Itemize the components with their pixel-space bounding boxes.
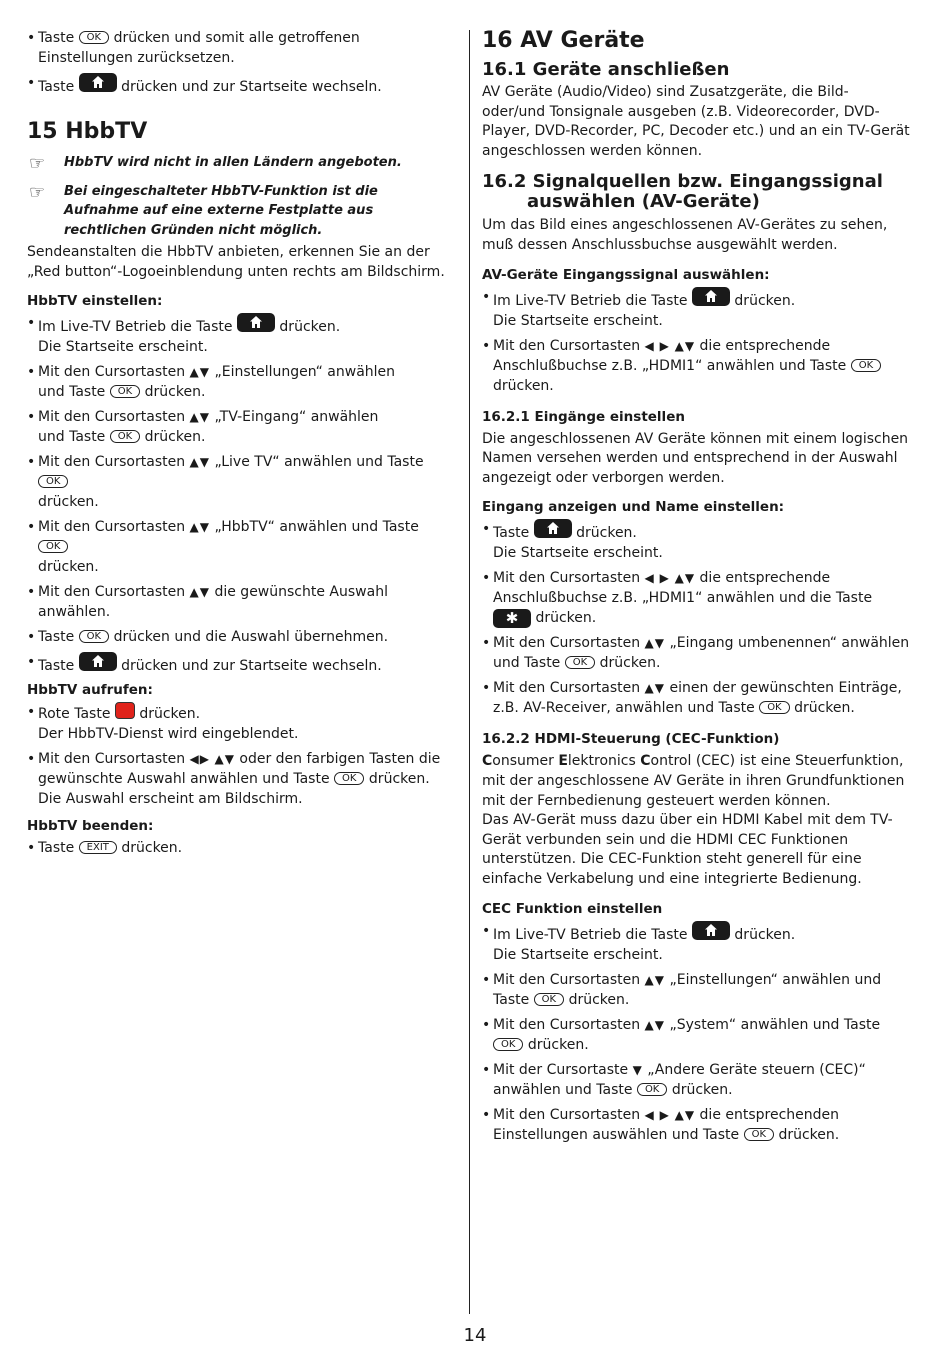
text: drücken. bbox=[778, 1126, 840, 1143]
text: „Live TV“ anwählen und Taste bbox=[214, 454, 424, 471]
home-key-icon bbox=[692, 921, 730, 940]
text: drücken. bbox=[671, 1081, 733, 1098]
pointing-hand-icon: ☞ bbox=[29, 181, 46, 203]
four-arrows-icon: ◀ ▶ ▲▼ bbox=[644, 1107, 696, 1122]
text: drücken. bbox=[279, 319, 341, 336]
text: drücken. bbox=[734, 292, 796, 309]
ok-key-icon: OK bbox=[744, 1128, 774, 1141]
ok-key-icon: OK bbox=[493, 1038, 523, 1051]
text: Mit den Cursortasten bbox=[493, 680, 641, 697]
home-key-icon bbox=[79, 73, 117, 92]
subheading: 16.2.1 Eingänge einstellen bbox=[482, 408, 685, 425]
right-column bbox=[482, 28, 910, 1150]
section-heading: 15 HbbTV bbox=[27, 119, 148, 144]
text: E bbox=[558, 753, 568, 770]
subheading: AV-Geräte Eingangssignal auswählen: bbox=[482, 266, 770, 283]
home-key-icon bbox=[79, 652, 117, 671]
text: Mit den Cursortasten bbox=[493, 570, 641, 587]
text: Taste bbox=[38, 30, 75, 46]
text: Im Live-TV Betrieb die Taste bbox=[493, 926, 688, 943]
note bbox=[27, 153, 447, 173]
text: drücken. bbox=[576, 525, 637, 542]
up-down-arrows-icon: ▲▼ bbox=[644, 972, 666, 987]
list-item bbox=[27, 28, 447, 68]
up-down-arrows-icon: ▲▼ bbox=[214, 752, 235, 767]
list-item bbox=[482, 678, 910, 718]
ok-key-icon: OK bbox=[79, 31, 109, 44]
list-item bbox=[27, 452, 447, 512]
text: drücken und zur Startseite wechseln. bbox=[121, 658, 382, 675]
subheading: HbbTV aufrufen: bbox=[27, 682, 153, 699]
text: Mit den Cursortasten bbox=[38, 454, 186, 471]
list-item bbox=[27, 517, 447, 577]
four-arrows-icon: ◀ ▶ ▲▼ bbox=[644, 338, 696, 353]
up-down-arrows-icon: ▲▼ bbox=[189, 410, 211, 425]
list-item bbox=[482, 1015, 910, 1055]
list-item bbox=[482, 633, 910, 673]
subsection-heading: 16.2 Signalquellen bzw. Eingangssignal bbox=[482, 171, 883, 193]
up-down-arrows-icon: ▲▼ bbox=[189, 455, 211, 470]
text: „Eingang umbenennen“ anwählen und Taste bbox=[493, 635, 910, 672]
up-down-arrows-icon: ▲▼ bbox=[189, 365, 211, 380]
list-item bbox=[27, 838, 447, 858]
text: Mit den Cursortasten bbox=[493, 1106, 641, 1123]
text: drücken. bbox=[121, 840, 183, 857]
text: Die Startseite erscheint. bbox=[38, 339, 208, 356]
red-key-icon bbox=[115, 702, 135, 719]
home-key-icon bbox=[692, 287, 730, 306]
ok-key-icon: OK bbox=[79, 630, 109, 643]
list-item bbox=[27, 313, 447, 357]
text: Die Startseite erscheint. bbox=[493, 545, 663, 562]
text: Mit den Cursortasten bbox=[38, 409, 186, 426]
text: drücken. bbox=[535, 610, 597, 627]
ok-key-icon: OK bbox=[759, 701, 789, 714]
text: Taste bbox=[38, 629, 75, 646]
up-down-arrows-icon: ▲▼ bbox=[644, 681, 666, 696]
text: Rote Taste bbox=[38, 706, 111, 723]
subsection-heading-cont: auswählen (AV-Geräte) bbox=[527, 191, 760, 213]
text: die entsprechende Anschlußbuchse z.B. „HDMI1“ anwählen und die Taste bbox=[493, 570, 873, 607]
text: Mit den Cursortasten bbox=[493, 337, 641, 354]
list-item bbox=[27, 627, 447, 647]
exit-key-icon: EXIT bbox=[79, 841, 117, 854]
home-key-icon bbox=[534, 519, 572, 538]
note bbox=[27, 182, 447, 241]
text: Taste bbox=[493, 525, 530, 542]
text: drücken. bbox=[794, 700, 855, 717]
text: Bei eingeschalteter HbbTV-Funktion ist die Aufnahme auf eine externe Festplatte aus rechtlichen Gründen nicht möglich. bbox=[64, 183, 378, 238]
down-arrow-icon: ▼ bbox=[632, 1062, 643, 1077]
section-heading: 16 AV Geräte bbox=[482, 28, 645, 53]
text: Die Startseite erscheint. bbox=[493, 312, 663, 329]
text: „TV-Eingang“ anwählen bbox=[214, 409, 379, 426]
list-item bbox=[482, 970, 910, 1010]
text: „HbbTV“ anwählen und Taste bbox=[214, 519, 419, 536]
up-down-arrows-icon: ▲▼ bbox=[644, 636, 666, 651]
ok-key-icon: OK bbox=[565, 656, 595, 669]
text: Mit den Cursortasten bbox=[38, 751, 186, 768]
text: und Taste bbox=[38, 429, 106, 446]
ok-key-icon: OK bbox=[334, 772, 364, 785]
left-right-arrows-icon: ◀▶ bbox=[189, 752, 211, 767]
subheading: 16.2.2 HDMI-Steuerung (CEC-Funktion) bbox=[482, 731, 780, 748]
paragraph: Die angeschlossenen AV Geräte können mit einem logischen Namen versehen werden und entsprechend in der Auswahl angezeigt oder verborgen werden. bbox=[482, 430, 909, 486]
text: drücken und zur Startseite wechseln. bbox=[121, 79, 382, 95]
text: drücken. bbox=[734, 926, 796, 943]
list-item bbox=[27, 362, 447, 402]
list-item bbox=[27, 749, 447, 809]
text: drücken und somit alle getroffenen Einstellungen zurücksetzen. bbox=[38, 30, 360, 66]
paragraph: Das AV-Gerät muss dazu über ein HDMI Kabel mit dem TV-Gerät verbunden sein und die HDMI CEC Funktionen unterstützen. Die CEC-Funktion steht generell für eine einfache Verkabelung und eine integrierte Bedienung. bbox=[482, 812, 893, 887]
text: Im Live-TV Betrieb die Taste bbox=[493, 292, 688, 309]
subsection-heading: 16.1 Geräte anschließen bbox=[482, 59, 730, 80]
text: C bbox=[640, 753, 651, 770]
ok-key-icon: OK bbox=[534, 993, 564, 1006]
text: Taste bbox=[38, 79, 75, 95]
text: Mit der Cursortaste bbox=[493, 1061, 629, 1078]
paragraph: Sendeanstalten die HbbTV anbieten, erkennen Sie an der „Red button“-Logoeinblendung unten rechts am Bildschirm. bbox=[27, 244, 445, 280]
text: onsumer bbox=[492, 753, 559, 770]
text: Die Auswahl erscheint am Bildschirm. bbox=[38, 791, 303, 808]
text: und Taste bbox=[38, 384, 106, 401]
text: Mit den Cursortasten bbox=[493, 1016, 641, 1033]
ok-key-icon: OK bbox=[38, 475, 68, 488]
pointing-hand-icon: ☞ bbox=[29, 153, 46, 174]
subheading: CEC Funktion einstellen bbox=[482, 900, 663, 917]
subheading: HbbTV einstellen: bbox=[27, 293, 163, 310]
ok-key-icon: OK bbox=[110, 430, 140, 443]
text: Die Startseite erscheint. bbox=[493, 946, 663, 963]
up-down-arrows-icon: ▲▼ bbox=[644, 1017, 666, 1032]
text: „Einstellungen“ anwählen bbox=[214, 364, 396, 381]
home-key-icon bbox=[237, 313, 275, 332]
text: drücken. bbox=[568, 991, 630, 1008]
text: lektronics bbox=[567, 753, 641, 770]
text: „Andere Geräte steuern (CEC)“ anwählen und Taste bbox=[493, 1061, 866, 1098]
ok-key-icon: OK bbox=[637, 1083, 667, 1096]
text: Mit den Cursortasten bbox=[493, 971, 641, 988]
text: drücken. bbox=[368, 771, 430, 788]
text: oder den farbigen Tasten die gewünschte Auswahl anwählen und Taste bbox=[38, 751, 441, 788]
text: Mit den Cursortasten bbox=[38, 364, 186, 381]
column-divider bbox=[469, 30, 470, 1314]
up-down-arrows-icon: ▲▼ bbox=[189, 585, 211, 600]
paragraph: AV Geräte (Audio/Video) sind Zusatzgeräte, die Bild- oder/und Tonsignale ausgeben (z.B. Videorecorder, DVD-Player, DVD-Recorder, PC, Decoder etc.) und an ein TV-Gerät angeschlossen werden können. bbox=[482, 84, 910, 159]
settings-key-icon: ✱ bbox=[493, 609, 531, 628]
text: „System“ anwählen und Taste bbox=[669, 1016, 881, 1033]
text: drücken. bbox=[139, 706, 201, 723]
list-item bbox=[482, 336, 910, 396]
list-item bbox=[482, 1060, 910, 1100]
subheading: Eingang anzeigen und Name einstellen: bbox=[482, 499, 785, 516]
text: Mit den Cursortasten bbox=[38, 519, 186, 536]
text: Taste bbox=[38, 658, 75, 675]
list-item bbox=[482, 287, 910, 331]
text: C bbox=[482, 753, 493, 770]
text: drücken und die Auswahl übernehmen. bbox=[113, 629, 389, 646]
text: „Einstellungen“ anwählen und Taste bbox=[493, 971, 882, 1008]
ok-key-icon: OK bbox=[38, 540, 68, 553]
list-item bbox=[27, 407, 447, 447]
page-number: 14 bbox=[463, 1325, 487, 1346]
text: Im Live-TV Betrieb die Taste bbox=[38, 319, 233, 336]
list-item bbox=[482, 921, 910, 965]
text: die gewünschte Auswahl anwählen. bbox=[38, 584, 388, 621]
text: die entsprechenden Einstellungen auswählen und Taste bbox=[493, 1106, 840, 1143]
list-item bbox=[482, 568, 910, 628]
text: die entsprechende Anschlußbuchse z.B. „HDMI1“ anwählen und Taste bbox=[493, 337, 847, 374]
list-item bbox=[27, 702, 447, 744]
text: einen der gewünschten Einträge, z.B. AV-Receiver, anwählen und Taste bbox=[493, 680, 902, 717]
four-arrows-icon: ◀ ▶ ▲▼ bbox=[644, 571, 696, 586]
text: drücken. bbox=[527, 1036, 589, 1053]
left-column bbox=[27, 28, 447, 863]
list-item bbox=[482, 519, 910, 563]
text: ontrol (CEC) ist eine Steuerfunktion, mit der angeschlossene AV Geräte in ihren Grundfunktionen mit der Fernbedienung gesteuert werden können. bbox=[482, 753, 905, 809]
paragraph: Um das Bild eines angeschlossenen AV-Gerätes zu sehen, muß dessen Anschlussbuchse ausgewählt werden. bbox=[482, 217, 888, 253]
up-down-arrows-icon: ▲▼ bbox=[189, 520, 211, 535]
paragraph bbox=[482, 752, 910, 811]
ok-key-icon: OK bbox=[110, 385, 140, 398]
list-item bbox=[27, 73, 447, 97]
text: Der HbbTV-Dienst wird eingeblendet. bbox=[38, 726, 299, 743]
text: drücken. bbox=[144, 429, 206, 446]
list-item bbox=[482, 1105, 910, 1145]
text: Mit den Cursortasten bbox=[493, 635, 641, 652]
text: Taste bbox=[38, 840, 75, 857]
text: HbbTV wird nicht in allen Ländern angeboten. bbox=[64, 155, 402, 170]
text: drücken. bbox=[144, 384, 206, 401]
text: drücken. bbox=[38, 559, 99, 576]
list-item bbox=[27, 582, 447, 622]
text: drücken. bbox=[38, 494, 99, 511]
ok-key-icon: OK bbox=[851, 359, 881, 372]
text: Mit den Cursortasten bbox=[38, 584, 186, 601]
subheading: HbbTV beenden: bbox=[27, 818, 154, 835]
list-item bbox=[27, 652, 447, 676]
text: drücken. bbox=[493, 377, 554, 394]
text: drücken. bbox=[599, 655, 661, 672]
